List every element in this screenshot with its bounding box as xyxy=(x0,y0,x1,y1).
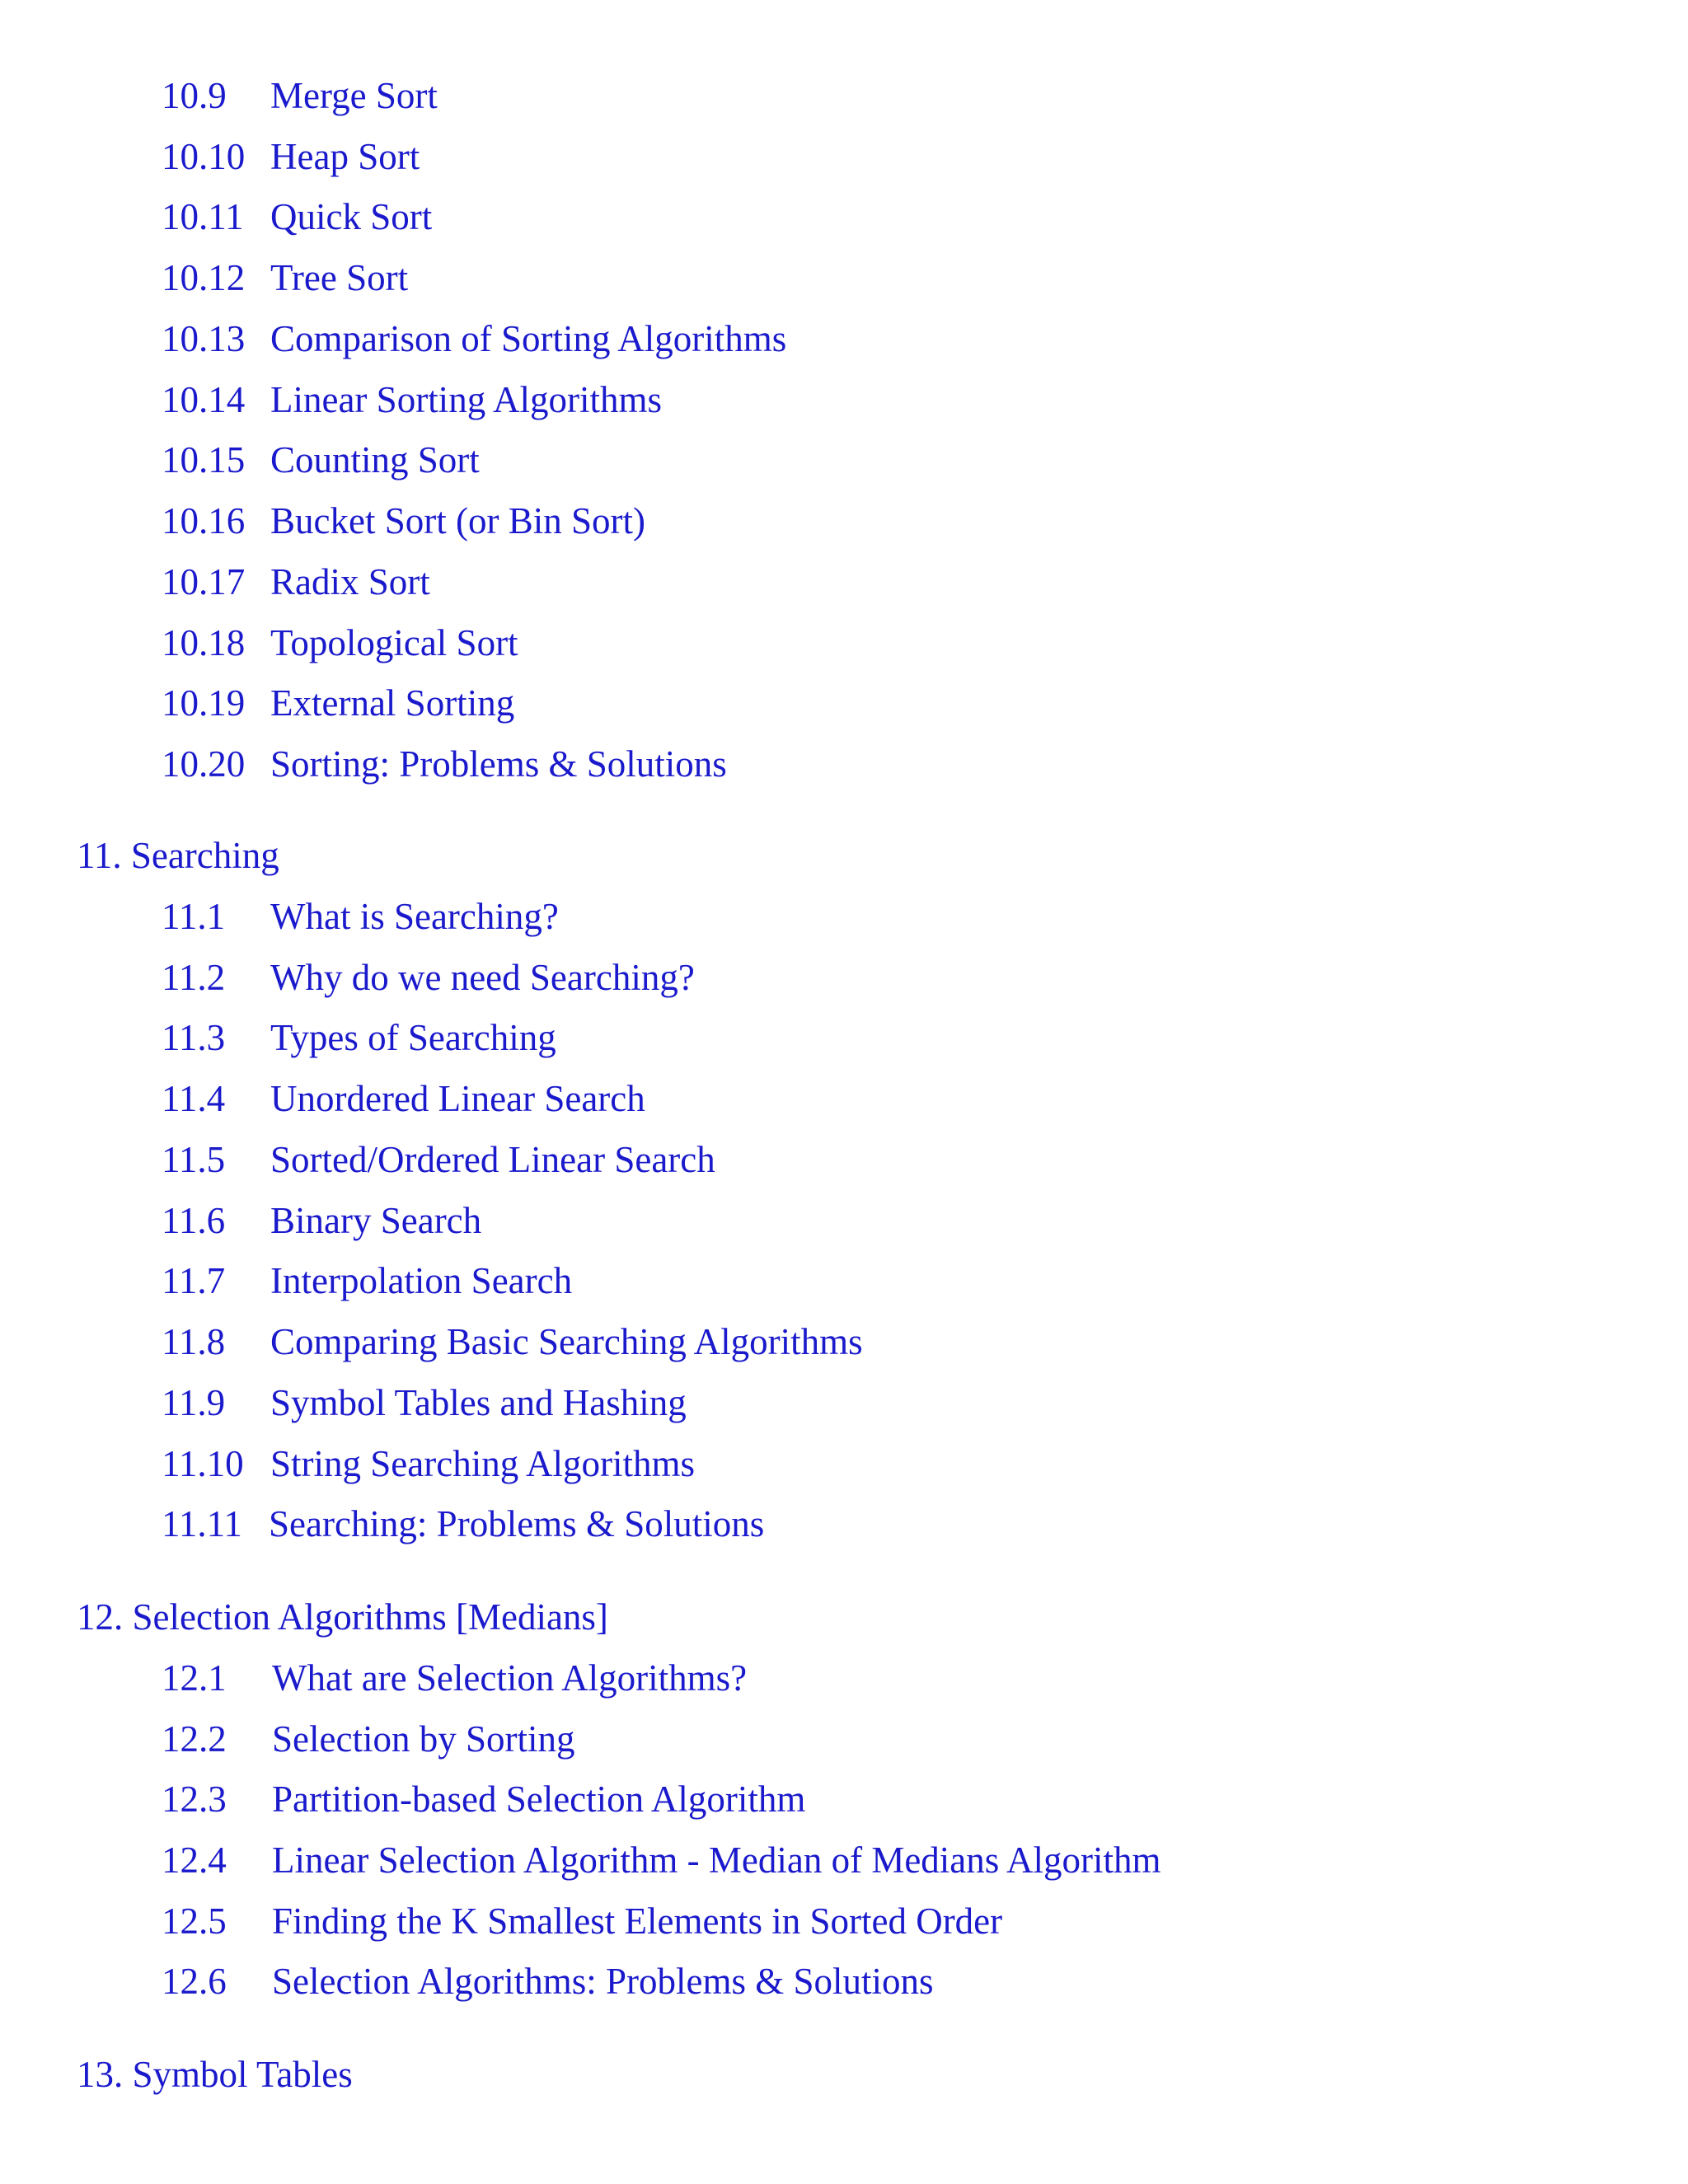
toc-entry-11-2[interactable] xyxy=(162,955,695,1000)
entry-number: 11.6 xyxy=(162,1200,226,1241)
toc-entry-11-5[interactable] xyxy=(162,1137,715,1182)
entry-number: 10.11 xyxy=(162,196,244,237)
entry-title: Interpolation Search xyxy=(270,1260,573,1301)
entry-number: 12.4 xyxy=(162,1840,227,1881)
entry-number: 10.19 xyxy=(162,682,246,724)
entry-title: Finding the K Smallest Elements in Sorted Order xyxy=(272,1900,1003,1942)
entry-title: Selection by Sorting xyxy=(272,1718,575,1760)
entry-number: 11.8 xyxy=(162,1321,226,1362)
entry-number: 10.18 xyxy=(162,622,246,663)
entry-number: 11.11 xyxy=(162,1503,242,1544)
entry-title: Bucket Sort (or Bin Sort) xyxy=(270,500,645,541)
entry-title: Types of Searching xyxy=(270,1017,556,1058)
entry-number: 10.16 xyxy=(162,500,246,541)
chapter-heading-12[interactable]: 12. Selection Algorithms [Medians] xyxy=(77,1596,608,1638)
toc-entry-11-11[interactable] xyxy=(162,1502,764,1546)
entry-title: Comparison of Sorting Algorithms xyxy=(270,318,787,359)
toc-entry-10-18[interactable] xyxy=(162,621,518,665)
entry-number: 10.9 xyxy=(162,75,227,116)
entry-title: Linear Sorting Algorithms xyxy=(270,379,662,420)
entry-number: 10.14 xyxy=(162,379,246,420)
toc-entry-10-11[interactable] xyxy=(162,194,432,239)
entry-title: Partition-based Selection Algorithm xyxy=(272,1779,806,1820)
entry-title: What is Searching? xyxy=(270,896,559,937)
entry-number: 12.3 xyxy=(162,1779,227,1820)
entry-number: 12.5 xyxy=(162,1900,227,1942)
toc-entry-12-3[interactable] xyxy=(162,1777,805,1821)
entry-title: Why do we need Searching? xyxy=(270,957,695,998)
entry-title: Searching: Problems & Solutions xyxy=(269,1503,765,1544)
entry-number: 10.17 xyxy=(162,561,246,602)
chapter-heading-11[interactable]: 11. Searching xyxy=(77,835,279,876)
entry-number: 11.4 xyxy=(162,1078,226,1119)
entry-number: 11.3 xyxy=(162,1017,226,1058)
toc-entry-10-14[interactable] xyxy=(162,377,662,422)
entry-title: Sorted/Ordered Linear Search xyxy=(270,1139,715,1180)
toc-entry-10-20[interactable] xyxy=(162,742,727,786)
entry-title: Selection Algorithms: Problems & Solutions xyxy=(272,1961,934,2002)
entry-number: 11.9 xyxy=(162,1382,226,1423)
toc-entry-10-16[interactable] xyxy=(162,499,645,543)
toc-entry-12-2[interactable] xyxy=(162,1717,574,1761)
entry-title: Tree Sort xyxy=(270,257,409,298)
entry-title: Merge Sort xyxy=(270,75,438,116)
entry-title: What are Selection Algorithms? xyxy=(272,1657,748,1699)
toc-entry-12-6[interactable] xyxy=(162,1959,934,2004)
toc-entry-10-15[interactable] xyxy=(162,438,480,482)
toc-entry-10-13[interactable] xyxy=(162,316,786,361)
entry-title: String Searching Algorithms xyxy=(270,1443,695,1484)
toc-entry-11-4[interactable] xyxy=(162,1076,645,1121)
toc-entry-11-1[interactable] xyxy=(162,894,559,939)
chapter-heading-13[interactable]: 13. Symbol Tables xyxy=(77,2054,353,2095)
entry-number: 12.2 xyxy=(162,1718,227,1760)
entry-title: Radix Sort xyxy=(270,561,430,602)
toc-entry-11-3[interactable] xyxy=(162,1015,556,1060)
toc-entry-11-8[interactable] xyxy=(162,1319,863,1364)
toc-entry-10-10[interactable] xyxy=(162,134,420,179)
toc-entry-12-4[interactable] xyxy=(162,1838,1161,1882)
entry-number: 10.12 xyxy=(162,257,246,298)
entry-title: Linear Selection Algorithm - Median of Medians Algorithm xyxy=(272,1840,1161,1881)
entry-number: 11.10 xyxy=(162,1443,244,1484)
entry-number: 11.1 xyxy=(162,896,226,937)
entry-number: 11.2 xyxy=(162,957,226,998)
entry-title: Topological Sort xyxy=(270,622,518,663)
entry-title: Counting Sort xyxy=(270,439,480,480)
toc-entry-12-1[interactable] xyxy=(162,1656,747,1700)
entry-number: 12.1 xyxy=(162,1657,227,1699)
toc-entry-12-5[interactable] xyxy=(162,1899,1002,1943)
toc-entry-10-17[interactable] xyxy=(162,560,430,604)
toc-entry-10-19[interactable] xyxy=(162,681,514,725)
entry-number: 10.10 xyxy=(162,136,246,177)
entry-number: 11.7 xyxy=(162,1260,226,1301)
toc-entry-11-6[interactable] xyxy=(162,1198,481,1243)
entry-title: Unordered Linear Search xyxy=(270,1078,645,1119)
entry-title: Quick Sort xyxy=(270,196,433,237)
entry-title: Sorting: Problems & Solutions xyxy=(270,743,727,785)
toc-entry-11-7[interactable] xyxy=(162,1258,572,1303)
entry-title: External Sorting xyxy=(270,682,515,724)
entry-title: Binary Search xyxy=(270,1200,482,1241)
entry-title: Heap Sort xyxy=(270,136,420,177)
toc-entry-11-10[interactable] xyxy=(162,1441,695,1486)
toc-entry-11-9[interactable] xyxy=(162,1380,687,1425)
toc-entry-10-9[interactable] xyxy=(162,73,438,118)
toc-entry-10-12[interactable] xyxy=(162,255,408,300)
entry-title: Comparing Basic Searching Algorithms xyxy=(270,1321,863,1362)
entry-number: 10.15 xyxy=(162,439,246,480)
entry-number: 10.13 xyxy=(162,318,246,359)
entry-number: 12.6 xyxy=(162,1961,227,2002)
entry-title: Symbol Tables and Hashing xyxy=(270,1382,687,1423)
entry-number: 10.20 xyxy=(162,743,246,785)
entry-number: 11.5 xyxy=(162,1139,226,1180)
